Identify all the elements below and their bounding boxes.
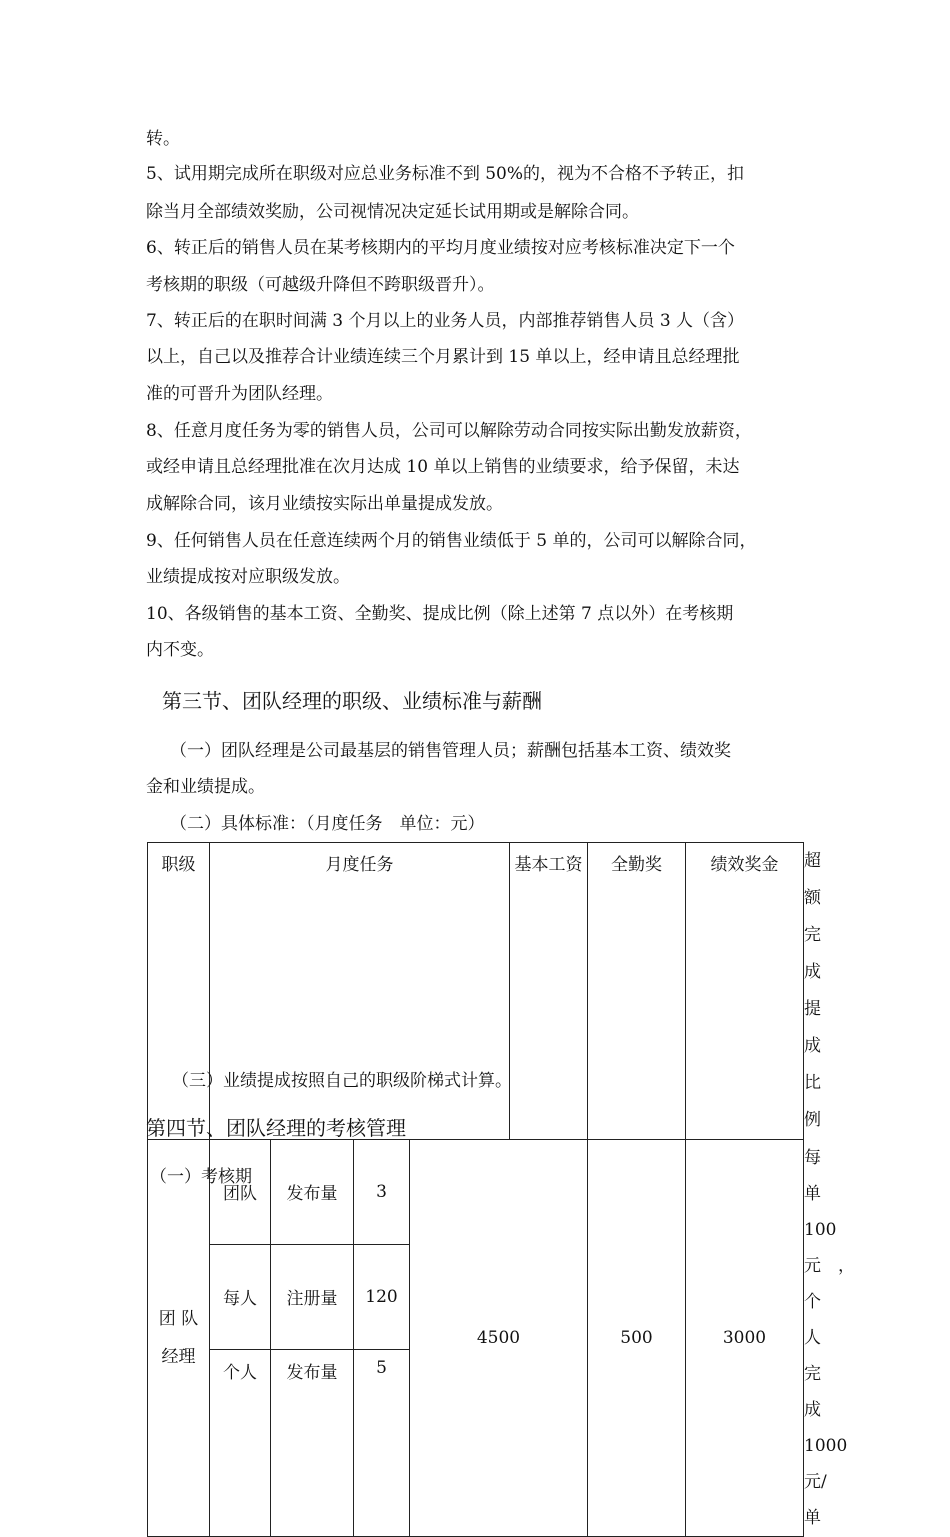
- section-4-title: 第四节、团队经理的考核管理: [146, 1116, 406, 1140]
- header-performance-bonus: 绩效奖金: [686, 843, 804, 1140]
- cell-scope-team: 团队: [210, 1140, 271, 1245]
- cell-metric-register: 注册量: [271, 1244, 354, 1349]
- cell-attendance-bonus: 500: [588, 1140, 686, 1537]
- clause-5-line-2: 除当月全部绩效奖励，公司视情况决定延长试用期或是解除合同。: [146, 202, 639, 222]
- level-line-2: 经理: [161, 1347, 196, 1367]
- clause-9-line-2: 业绩提成按对应职级发放。: [146, 567, 350, 587]
- clause-6-line-2: 考核期的职级（可越级升降但不跨职级晋升）。: [146, 275, 495, 295]
- header-level: 职级: [148, 843, 210, 1140]
- clause-10-line-2: 内不变。: [146, 640, 214, 660]
- clause-7-line-3: 准的可晋升为团队经理。: [146, 384, 333, 404]
- section-3-item-1-line-1: （一）团队经理是公司最基层的销售管理人员；薪酬包括基本工资、绩效奖: [170, 741, 731, 761]
- cell-performance-bonus: 3000: [686, 1140, 804, 1537]
- cell-value-register: 120: [354, 1244, 410, 1349]
- clause-10-line-1: 10、各级销售的基本工资、全勤奖、提成比例（除上述第 7 点以外）在考核期: [146, 604, 734, 624]
- cell-value-publish-individual: 5: [354, 1349, 410, 1537]
- section-3-item-3: （三）业绩提成按照自己的职级阶梯式计算。: [172, 1071, 512, 1091]
- section-3-item-1-line-2: 金和业绩提成。: [146, 777, 265, 797]
- section-3-item-2: （二）具体标准：（月度任务 单位：元）: [170, 814, 485, 834]
- section-4-item-1: （一）考核期: [150, 1167, 252, 1187]
- cell-metric-publish-individual: 发布量: [271, 1349, 354, 1537]
- clause-8-line-2: 或经申请且总经理批准在次月达成 10 单以上销售的业绩要求，给予保留，未达: [146, 457, 740, 477]
- clause-7-line-2: 以上，自己以及推荐合计业绩连续三个月累计到 15 单以上，经申请且总经理批: [146, 347, 740, 367]
- cell-scope-per-person: 每人: [210, 1244, 271, 1349]
- cell-value-publish-team: 3: [354, 1140, 410, 1245]
- salary-standard-table: 职级 月度任务 基本工资 全勤奖 绩效奖金 超额完成 提成比例 团 队 经理 团队 发布量 3 4500 500 3000 每单 100 元 ， 个 人 完 成 1000 元/单 每人 注册量 120 个人 发布量 5: [147, 842, 804, 1537]
- cell-metric-publish-team: 发布量: [271, 1140, 354, 1245]
- section-3-title: 第三节、团队经理的职级、业绩标准与薪酬: [162, 689, 542, 713]
- clause-8-line-3: 成解除合同，该月业绩按实际出单量提成发放。: [146, 494, 503, 514]
- clause-5-line-1: 5、试用期完成所在职级对应总业务标准不到 50%的，视为不合格不予转正，扣: [146, 164, 745, 184]
- clause-9-line-1: 9、任何销售人员在任意连续两个月的销售业绩低于 5 单的，公司可以解除合同，: [146, 531, 757, 551]
- header-monthly-task: 月度任务: [210, 843, 510, 1140]
- header-attendance-bonus: 全勤奖: [588, 843, 686, 1140]
- header-base-salary: 基本工资: [510, 843, 588, 1140]
- level-line-1: 团 队: [158, 1309, 199, 1329]
- clause-8-line-1: 8、任意月度任务为零的销售人员，公司可以解除劳动合同按实际出勤发放薪资，: [146, 421, 752, 441]
- paragraph-continuation: 转。: [146, 129, 180, 149]
- cell-scope-individual: 个人: [210, 1349, 271, 1537]
- clause-6-line-1: 6、转正后的销售人员在某考核期内的平均月度业绩按对应考核标准决定下一个: [146, 238, 735, 258]
- cell-team-manager: [148, 1140, 210, 1537]
- clause-7-line-1: 7、转正后的在职时间满 3 个月以上的业务人员，内部推荐销售人员 3 人（含）: [146, 311, 745, 331]
- cell-base-salary: 4500: [410, 1140, 588, 1537]
